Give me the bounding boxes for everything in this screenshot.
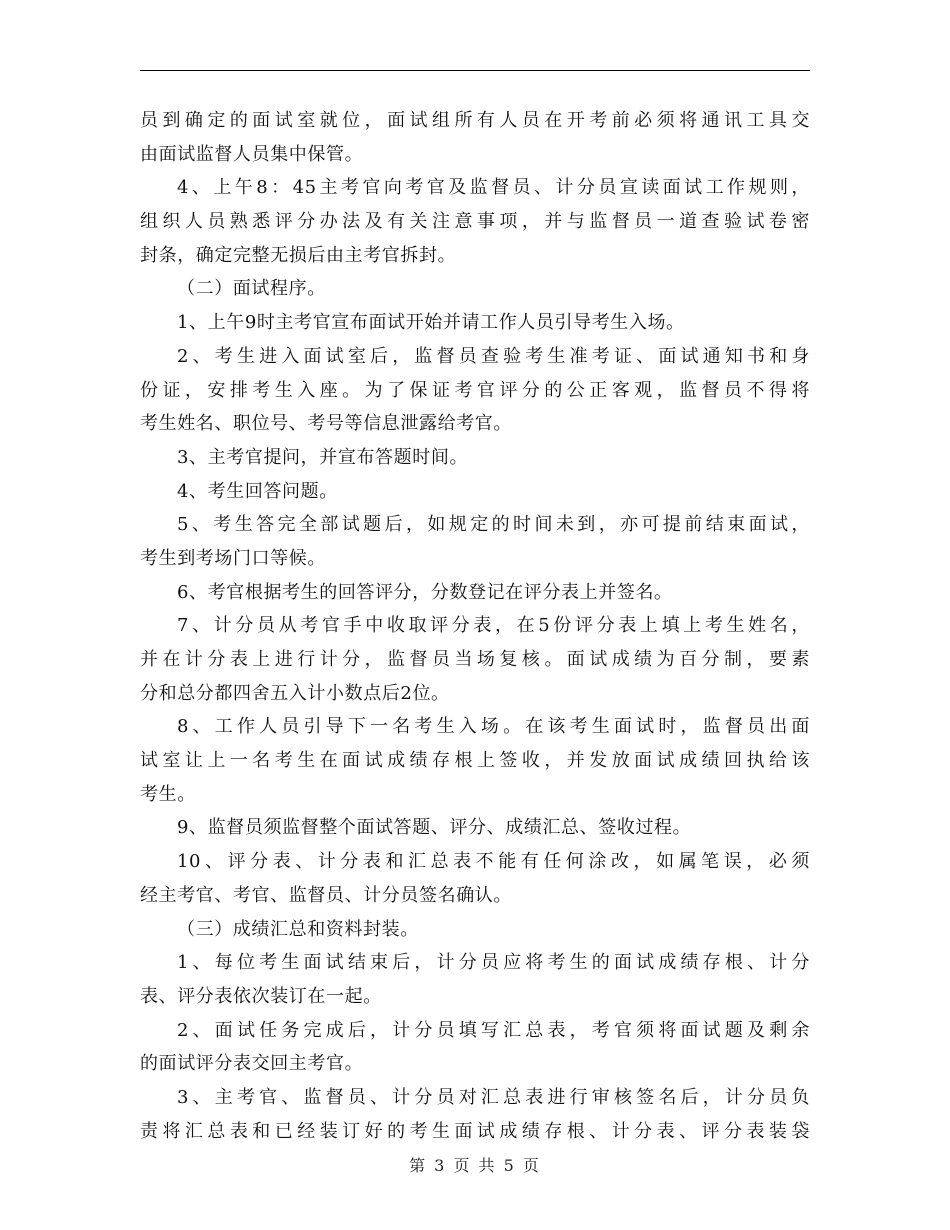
text-line: 考生姓名、职位号、考号等信息泄露给考官。 bbox=[140, 413, 512, 435]
text-line: 责将汇总表和已经装订好的考生面试成绩存根、计分表、评分表装袋 bbox=[140, 1120, 810, 1142]
text-line: 由面试监督人员集中保管。 bbox=[140, 143, 364, 165]
text-line: 9、监督员须监督整个面试答题、评分、成绩汇总、签收过程。 bbox=[177, 817, 692, 839]
text-line: 10、评分表、计分表和汇总表不能有任何涂改，如属笔误，必须 bbox=[177, 851, 810, 873]
text-line: 4、上午8：45主考官向考官及监督员、计分员宣读面试工作规则， bbox=[177, 177, 810, 199]
page-footer: 第 3 页 共 5 页 bbox=[409, 1156, 541, 1175]
text-line: 3、主考官提问，并宣布答题时间。 bbox=[177, 446, 469, 468]
text-line: 试室让上一名考生在面试成绩存根上签收，并发放面试成绩回执给该 bbox=[140, 750, 810, 772]
text-line: 1、每位考生面试结束后，计分员应将考生的面试成绩存根、计分 bbox=[177, 952, 810, 974]
text-line: 考生。 bbox=[140, 783, 196, 805]
text-line: 的面试评分表交回主考官。 bbox=[140, 1053, 364, 1075]
text-line: 表、评分表依次装订在一起。 bbox=[140, 985, 382, 1007]
text-line: 并在计分表上进行计分，监督员当场复核。面试成绩为百分制，要素 bbox=[140, 649, 810, 670]
text-line: 份证，安排考生入座。为了保证考官评分的公正客观，监督员不得将 bbox=[140, 379, 810, 401]
text-line: （二）面试程序。 bbox=[177, 278, 326, 300]
text-line: 组织人员熟悉评分办法及有关注意事项，并与监督员一道查验试卷密 bbox=[140, 211, 810, 233]
text-line: 封条，确定完整无损后由主考官拆封。 bbox=[140, 244, 457, 266]
text-line: （三）成绩汇总和资料封装。 bbox=[177, 918, 419, 940]
text-line: 5、考生答完全部试题后，如规定的时间未到，亦可提前结束面试， bbox=[177, 514, 810, 536]
text-line: 3、主考官、监督员、计分员对汇总表进行审核签名后，计分员负 bbox=[177, 1086, 810, 1108]
text-line: 4、考生回答问题。 bbox=[177, 480, 338, 502]
text-line: 7、计分员从考官手中收取评分表，在5份评分表上填上考生姓名， bbox=[177, 615, 810, 637]
text-line: 2、面试任务完成后，计分员填写汇总表，考官须将面试题及剩余 bbox=[177, 1019, 810, 1041]
text-line: 1、上午9时主考官宣布面试开始并请工作人员引导考生入场。 bbox=[177, 312, 685, 334]
text-line: 2、考生进入面试室后，监督员查验考生准考证、面试通知书和身 bbox=[177, 345, 810, 367]
text-line: 分和总分都四舍五入计小数点后2位。 bbox=[140, 682, 450, 704]
text-line: 经主考官、考官、监督员、计分员签名确认。 bbox=[140, 884, 512, 906]
text-line: 8、工作人员引导下一名考生入场。在该考生面试时，监督员出面 bbox=[177, 716, 810, 738]
text-line: 员到确定的面试室就位，面试组所有人员在开考前必须将通讯工具交 bbox=[140, 110, 810, 131]
text-line: 考生到考场门口等候。 bbox=[140, 547, 326, 569]
text-line: 6、考官根据考生的回答评分，分数登记在评分表上并签名。 bbox=[177, 581, 673, 603]
body-text bbox=[140, 104, 810, 1148]
header-rule bbox=[140, 70, 810, 71]
